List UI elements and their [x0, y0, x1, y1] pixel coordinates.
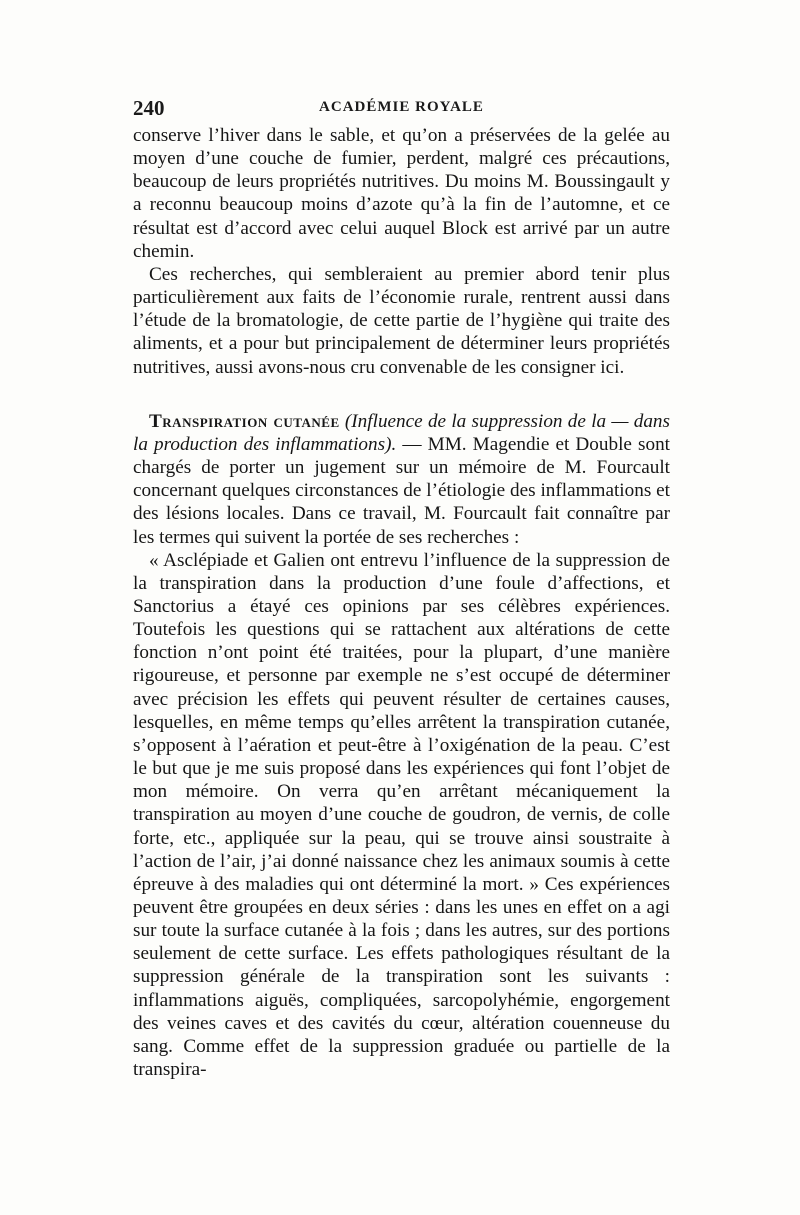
paragraph-transpiration-text: — MM. Magendie et Double sont chargés de porter un jugement sur un mémoire de M. Fourcault concernant quelques circonstances de l’étiologie des inflammations et des lésions locales. Dans ce travail, M. Fourcault fait connaître par les termes qui suivent la portée de ses recherches :	[133, 433, 670, 548]
section-title: Transpiration cutanée	[149, 410, 340, 432]
paragraph-continuation: conserve l’hiver dans le sable, et qu’on a préservées de la gelée au moyen d’une couche de fumier, perdent, malgré ces précautions, beaucoup de leurs propriétés nutritives. Du moins M. Boussingault y a reconnu beaucoup moins d’azote qu’à la fin de l’automne, et ce résultat est d’accord avec celui auquel Block est arrivé par un autre chemin.	[133, 125, 670, 262]
section-subtitle: (Influence de la suppression de la — dans la production des inflammations).	[133, 410, 670, 455]
body-text	[133, 124, 670, 1081]
page-header	[133, 96, 670, 122]
paragraph-quotation: « Asclépiade et Galien ont entrevu l’influence de la suppression de la transpiration dans la production d’une foule d’affections, et Sanctorius a étayé ces opinions par ses célèbres expériences. Toutefois les questions qui se rattachent aux altérations de cette fonction n’ont point été traitées, pour la plupart, d’une manière rigoureuse, et personne par exemple ne s’est occupé de déterminer avec précision les effets qui peuvent résulter de certaines causes, lesquelles, en même temps qu’elles arrêtent la transpiration cutanée, s’opposent à l’aération et peut-être à l’oxigénation de la peau. C’est le but que je me suis proposé dans les expériences qui font l’objet de mon mémoire. On verra qu’en arrêtant mécaniquement la transpiration au moyen d’une couche de goudron, de vernis, de colle forte, etc., appliquée sur la peau, qui se trouve ainsi soustraite à l’action de l’air, j’ai donné naissance chez les animaux soumis à cette épreuve à des maladies qui ont déterminé la mort. » Ces expériences peuvent être groupées en deux séries : dans les unes en effet on a agi sur toute la surface cutanée à la fois ; dans les autres, sur des portions seulement de cette surface. Les effets pathologiques résultant de la suppression générale de la transpiration sont les suivants : inflammations aiguës, compliquées, sarcopolyhémie, engorgement des veines caves et des cavités du cœur, altération couenneuse du sang. Comme effet de la suppression graduée ou partielle de la transpira-	[133, 549, 670, 1081]
section-spacer	[133, 379, 670, 410]
running-head: ACADÉMIE ROYALE	[319, 99, 484, 115]
paragraph-transpiration	[133, 410, 670, 549]
paragraph-recherches: Ces recherches, qui sembleraient au premier abord tenir plus particulièrement aux faits de l’économie rurale, rentrent aussi dans l’étude de la bromatologie, de cette partie de l’hygiène qui traite des aliments, et a pour but principalement de déterminer leurs propriétés nutritives, aussi avons-nous cru convenable de les consigner ici.	[133, 263, 670, 378]
page-number: 240	[133, 96, 165, 120]
